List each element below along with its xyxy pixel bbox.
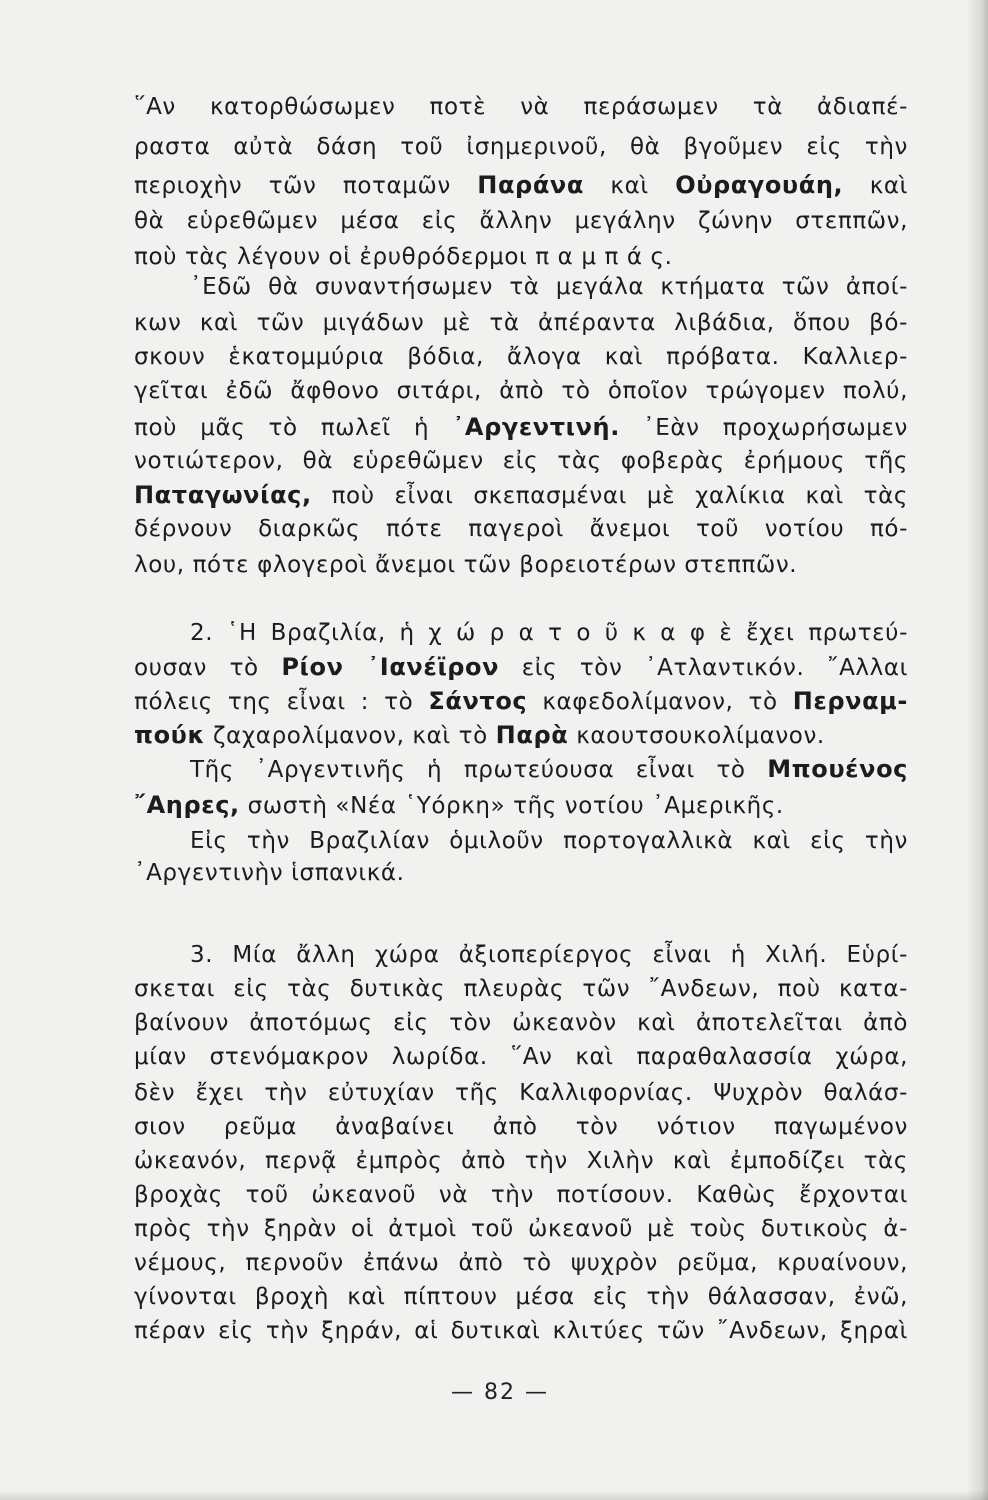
text-line: βροχὰς τοῦ ὠκεανοῦ νὰ τὴν ποτίσουν. Καθὼς ἔρχονται (134, 1182, 908, 1208)
text-line: δέρνουν διαρκῶς πότε παγεροὶ ἄνεμοι τοῦ νοτίου πό- (134, 516, 908, 542)
page-number: — 82 — (451, 1380, 549, 1405)
text-line: ῎Αηρες, σωστὴ «Νέα ῾Υόρκη» τῆς νοτίου ᾿Αμερικῆς. (134, 791, 784, 819)
text-line: Παταγωνίας, ποὺ εἶναι σκεπασμέναι μὲ χαλίκια καὶ τὰς (134, 481, 908, 509)
page-edge-shadow (966, 0, 988, 1500)
text-line: Εἰς τὴν Βραζιλίαν ὁμιλοῦν πορτογαλλικὰ καὶ εἰς τὴν (190, 828, 908, 854)
text-line: ῞Αν κατορθώσωμεν ποτὲ νὰ περάσωμεν τὰ ἀδιαπέ- (134, 94, 908, 120)
text-line: σκουν ἑκατομμύρια βόδια, ἄλογα καὶ πρόβατα. Καλλιερ- (134, 344, 908, 370)
bold-place-name: Οὐραγουάη, (675, 171, 844, 199)
bold-place-name: πούκ (134, 721, 206, 749)
text-line: περιοχὴν τῶν ποταμῶν Παράνα καὶ Οὐραγουάη, καὶ (134, 171, 909, 199)
text-line: βαίνουν ἀποτόμως εἰς τὸν ὠκεανὸν καὶ ἀποτελεῖται ἀπὸ (134, 1010, 908, 1036)
text-line: πούκ ζαχαρολίμανον, καὶ τὸ Παρὰ καουτσουκολίμανον. (134, 721, 825, 749)
text-line: ὠκεανόν, περνᾷ ἐμπρὸς ἀπὸ τὴν Χιλὴν καὶ ἐμποδίζει τὰς (134, 1148, 908, 1174)
bold-place-name: Μπουένος (767, 755, 908, 783)
text-line: ᾿Αργεντινὴν ἱσπανικά. (134, 860, 405, 886)
text-line: ποὺ τὰς λέγουν οἱ ἐρυθρόδερμοι π α μ π ά ς. (134, 244, 673, 270)
text-line: πόλεις της εἶναι : τὸ Σάντος καφεδολίμανον, τὸ Περναμ- (134, 687, 908, 715)
text-line: ποὺ μᾶς τὸ πωλεῖ ἡ ᾿Αργεντινή. ᾿Εὰν προχωρήσωμεν (134, 413, 908, 441)
bold-place-name: ᾿Αργεντινή. (452, 413, 620, 441)
bold-place-name: Ρίον ᾿Ιανέϊρον (281, 653, 500, 681)
text-line: γεῖται ἐδῶ ἄφθονο σιτάρι, ἀπὸ τὸ ὁποῖον τρώγομεν πολύ, (134, 378, 908, 404)
text-line: 2. ῾Η Βραζιλία, ἡ χ ώ ρ α τ ο ῦ κ α φ ὲ ἔχει πρωτεύ- (190, 620, 908, 646)
text-line: σιον ρεῦμα ἀναβαίνει ἀπὸ τὸν νότιον παγωμένον (134, 1114, 908, 1140)
text-line: 3. Μία ἄλλη χώρα ἀξιοπερίεργος εἶναι ἡ Χιλή. Εὑρί- (190, 942, 908, 968)
bold-place-name: Περναμ- (792, 687, 908, 715)
bold-place-name: Παράνα (477, 171, 584, 199)
text-line: ᾿Εδῶ θὰ συναντήσωμεν τὰ μεγάλα κτήματα τῶν ἀποί- (190, 274, 908, 300)
text-line: κων καὶ τῶν μιγάδων μὲ τὰ ἀπέραντα λιβάδια, ὅπου βό- (134, 310, 908, 336)
text-line: λου, πότε φλογεροὶ ἄνεμοι τῶν βορειοτέρων στεππῶν. (134, 552, 798, 578)
bold-place-name: Παταγωνίας, (134, 481, 312, 509)
bold-place-name: ῎Αηρες, (134, 791, 240, 819)
text-line: πρὸς τὴν ξηρὰν οἱ ἀτμοὶ τοῦ ὠκεανοῦ μὲ τοὺς δυτικοὺς ἀ- (134, 1216, 908, 1242)
text-line: νέμους, περνοῦν ἐπάνω ἀπὸ τὸ ψυχρὸν ρεῦμα, κρυαίνουν, (134, 1250, 908, 1276)
bold-place-name: Σάντος (428, 687, 528, 715)
text-line: ραστα αὐτὰ δάση τοῦ ἰσημερινοῦ, θὰ βγοῦμεν εἰς τὴν (134, 134, 908, 160)
text-line: πέραν εἰς τὴν ξηράν, αἱ δυτικαὶ κλιτύες τῶν ῎Ανδεων, ξηραὶ (134, 1318, 908, 1344)
text-line: μίαν στενόμακρον λωρίδα. ῞Αν καὶ παραθαλασσία χώρα, (134, 1044, 908, 1070)
text-line: σκεται εἰς τὰς δυτικὰς πλευρὰς τῶν ῎Ανδεων, ποὺ κατα- (134, 976, 908, 1002)
text-line: θὰ εὑρεθῶμεν μέσα εἰς ἄλλην μεγάλην ζώνην στεππῶν, (134, 208, 908, 234)
text-line: δὲν ἔχει τὴν εὐτυχίαν τῆς Καλλιφορνίας. Ψυχρὸν θαλάσ- (134, 1080, 908, 1106)
text-line: γίνονται βροχὴ καὶ πίπτουν μέσα εἰς τὴν θάλασσαν, ἐνῶ, (134, 1284, 908, 1310)
text-line: νοτιώτερον, θὰ εὑρεθῶμεν εἰς τὰς φοβερὰς ἐρήμους τῆς (134, 448, 908, 474)
page-bottom-shadow (0, 1490, 988, 1500)
text-line: Τῆς ᾿Αργεντινῆς ἡ πρωτεύουσα εἶναι τὸ Μπουένος (190, 755, 908, 783)
bold-place-name: Παρὰ (495, 721, 569, 749)
text-line: ουσαν τὸ Ρίον ᾿Ιανέϊρον εἰς τὸν ᾿Ατλαντικόν. ῎Αλλαι (134, 653, 908, 681)
